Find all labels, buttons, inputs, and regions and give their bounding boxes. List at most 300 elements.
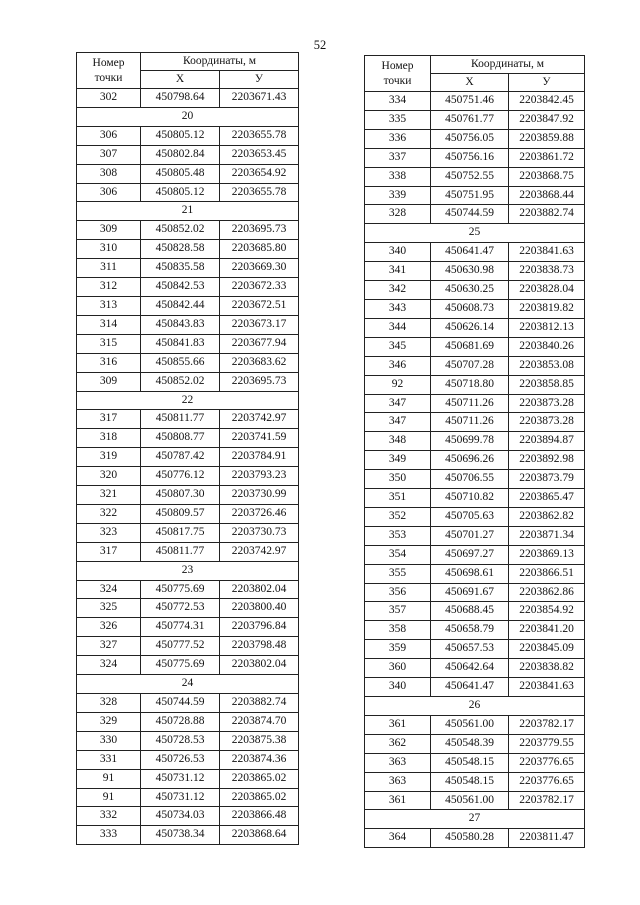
x-coordinate-cell: 450744.59 (431, 205, 509, 224)
point-number-cell: 316 (77, 353, 141, 372)
table-row (365, 678, 585, 697)
x-coordinate-cell: 450808.77 (141, 429, 220, 448)
table-row (365, 337, 585, 356)
point-number-cell: 311 (77, 259, 141, 278)
x-coordinate-cell: 450548.15 (431, 772, 509, 791)
x-coordinate-cell: 450802.84 (141, 145, 220, 164)
table-row (77, 504, 299, 523)
point-number-cell: 321 (77, 486, 141, 505)
table-row (77, 334, 299, 353)
point-number-cell: 354 (365, 545, 431, 564)
point-number-cell: 328 (365, 205, 431, 224)
table-row (77, 429, 299, 448)
point-number-cell: 337 (365, 148, 431, 167)
point-number-cell: 309 (77, 221, 141, 240)
table-body (365, 92, 585, 848)
y-coordinate-cell: 2203853.08 (509, 356, 585, 375)
point-number-cell: 353 (365, 526, 431, 545)
x-coordinate-cell: 450697.27 (431, 545, 509, 564)
y-coordinate-cell: 2203800.40 (220, 599, 299, 618)
point-number-cell: 338 (365, 167, 431, 186)
point-number-cell: 328 (77, 694, 141, 713)
x-coordinate-cell: 450775.69 (141, 656, 220, 675)
group-header-row (77, 202, 299, 221)
y-coordinate-cell: 2203874.70 (220, 712, 299, 731)
y-coordinate-cell: 2203653.45 (220, 145, 299, 164)
table-row (365, 186, 585, 205)
x-coordinate-cell: 450774.31 (141, 618, 220, 637)
x-coordinate-cell: 450701.27 (431, 526, 509, 545)
y-coordinate-cell: 2203828.04 (509, 281, 585, 300)
table-row (365, 167, 585, 186)
table-row (77, 448, 299, 467)
table-row (365, 243, 585, 262)
y-coordinate-cell: 2203673.17 (220, 315, 299, 334)
x-coordinate-cell: 450842.44 (141, 296, 220, 315)
group-number: 22 (77, 391, 299, 410)
y-coordinate-cell: 2203873.79 (509, 470, 585, 489)
point-number-cell: 306 (77, 183, 141, 202)
x-coordinate-cell: 450691.67 (431, 583, 509, 602)
x-coordinate-cell: 450699.78 (431, 432, 509, 451)
coordinates-table-left (76, 52, 299, 845)
table-row (365, 564, 585, 583)
point-number-cell: 361 (365, 791, 431, 810)
point-number-cell: 333 (77, 826, 141, 845)
y-coordinate-cell: 2203865.02 (220, 769, 299, 788)
table-row (77, 826, 299, 845)
table-row (365, 148, 585, 167)
point-number-cell: 360 (365, 659, 431, 678)
table-row (77, 731, 299, 750)
y-coordinate-cell: 2203793.23 (220, 467, 299, 486)
y-coordinate-cell: 2203862.82 (509, 507, 585, 526)
x-coordinate-cell: 450642.64 (431, 659, 509, 678)
y-coordinate-cell: 2203868.64 (220, 826, 299, 845)
point-number-cell: 317 (77, 410, 141, 429)
point-number-cell: 363 (365, 772, 431, 791)
point-number-cell: 348 (365, 432, 431, 451)
x-coordinate-cell: 450772.53 (141, 599, 220, 618)
point-number-cell: 351 (365, 489, 431, 508)
table-row (77, 240, 299, 259)
point-number-cell: 345 (365, 337, 431, 356)
table-row (77, 656, 299, 675)
x-coordinate-cell: 450580.28 (431, 829, 509, 848)
point-number-cell: 302 (77, 89, 141, 108)
y-coordinate-cell: 2203882.74 (220, 694, 299, 713)
point-number-cell: 317 (77, 542, 141, 561)
table-row (365, 791, 585, 810)
group-header-row (365, 697, 585, 716)
y-coordinate-cell: 2203672.33 (220, 278, 299, 297)
y-coordinate-cell: 2203776.65 (509, 753, 585, 772)
point-number-cell: 349 (365, 451, 431, 470)
table-row (365, 583, 585, 602)
y-coordinate-cell: 2203730.73 (220, 523, 299, 542)
table-row (365, 489, 585, 508)
y-coordinate-cell: 2203776.65 (509, 772, 585, 791)
point-number-cell: 306 (77, 126, 141, 145)
x-coordinate-cell: 450718.80 (431, 375, 509, 394)
y-coordinate-cell: 2203669.30 (220, 259, 299, 278)
y-coordinate-cell: 2203842.45 (509, 92, 585, 111)
x-coordinate-cell: 450805.12 (141, 126, 220, 145)
point-number-cell: 330 (77, 731, 141, 750)
point-number-cell: 344 (365, 318, 431, 337)
table-row (77, 353, 299, 372)
table-row (365, 470, 585, 489)
point-number-cell: 339 (365, 186, 431, 205)
y-coordinate-cell: 2203838.73 (509, 262, 585, 281)
group-number: 26 (365, 697, 585, 716)
point-number-cell: 326 (77, 618, 141, 637)
table-row (77, 694, 299, 713)
group-header-row (77, 561, 299, 580)
x-coordinate-cell: 450855.66 (141, 353, 220, 372)
group-number: 21 (77, 202, 299, 221)
point-number-cell: 340 (365, 243, 431, 262)
point-number-cell: 318 (77, 429, 141, 448)
y-coordinate-cell: 2203854.92 (509, 602, 585, 621)
table-row (365, 621, 585, 640)
point-number-cell: 308 (77, 164, 141, 183)
point-number-cell: 342 (365, 281, 431, 300)
y-coordinate-cell: 2203655.78 (220, 126, 299, 145)
point-number-cell: 327 (77, 637, 141, 656)
coordinates-header: Координаты, м (141, 53, 299, 71)
table-row (77, 807, 299, 826)
table-row (77, 126, 299, 145)
point-number-cell: 359 (365, 640, 431, 659)
point-number-cell: 364 (365, 829, 431, 848)
x-coordinate-cell: 450798.64 (141, 89, 220, 108)
point-number-cell: 309 (77, 372, 141, 391)
table-row (365, 129, 585, 148)
point-number-cell: 324 (77, 656, 141, 675)
x-coordinate-cell: 450731.12 (141, 769, 220, 788)
point-number-cell: 347 (365, 394, 431, 413)
point-number-cell: 322 (77, 504, 141, 523)
table-row (77, 580, 299, 599)
point-number-cell: 356 (365, 583, 431, 602)
y-coordinate-cell: 2203782.17 (509, 715, 585, 734)
table-row (77, 221, 299, 240)
table-row (77, 410, 299, 429)
y-coordinate-cell: 2203847.92 (509, 110, 585, 129)
x-coordinate-cell: 450608.73 (431, 299, 509, 318)
table-row (365, 413, 585, 432)
table-row (77, 315, 299, 334)
x-coordinate-cell: 450681.69 (431, 337, 509, 356)
table-row (77, 296, 299, 315)
group-number: 27 (365, 810, 585, 829)
y-coordinate-cell: 2203873.28 (509, 413, 585, 432)
table-row (77, 637, 299, 656)
x-coordinate-cell: 450842.53 (141, 278, 220, 297)
group-number: 23 (77, 561, 299, 580)
y-coordinate-cell: 2203892.98 (509, 451, 585, 470)
x-coordinate-cell: 450852.02 (141, 372, 220, 391)
y-coordinate-cell: 2203871.34 (509, 526, 585, 545)
group-header-row (77, 391, 299, 410)
x-coordinate-cell: 450776.12 (141, 467, 220, 486)
x-coordinate-cell: 450807.30 (141, 486, 220, 505)
x-coordinate-cell: 450756.16 (431, 148, 509, 167)
point-number-cell: 362 (365, 734, 431, 753)
table-row (77, 523, 299, 542)
table-row (77, 769, 299, 788)
y-coordinate-cell: 2203677.94 (220, 334, 299, 353)
table-row (77, 145, 299, 164)
table-row (77, 750, 299, 769)
table-row (77, 788, 299, 807)
y-coordinate-cell: 2203779.55 (509, 734, 585, 753)
y-coordinate-cell: 2203811.47 (509, 829, 585, 848)
y-coordinate-cell: 2203726.46 (220, 504, 299, 523)
table-row (365, 318, 585, 337)
x-coordinate-cell: 450728.88 (141, 712, 220, 731)
y-coordinate-cell: 2203875.38 (220, 731, 299, 750)
table-row (365, 299, 585, 318)
table-row (365, 375, 585, 394)
x-coordinate-cell: 450744.59 (141, 694, 220, 713)
y-coordinate-cell: 2203782.17 (509, 791, 585, 810)
table-row (77, 89, 299, 108)
y-coordinate-cell: 2203730.99 (220, 486, 299, 505)
point-number-header: Номер точки (365, 56, 431, 92)
table-row (365, 110, 585, 129)
y-coordinate-cell: 2203869.13 (509, 545, 585, 564)
x-column-header: X (141, 71, 220, 89)
y-coordinate-cell: 2203841.63 (509, 243, 585, 262)
x-coordinate-cell: 450630.25 (431, 281, 509, 300)
y-coordinate-cell: 2203741.59 (220, 429, 299, 448)
y-coordinate-cell: 2203685.80 (220, 240, 299, 259)
y-coordinate-cell: 2203671.43 (220, 89, 299, 108)
point-number-cell: 92 (365, 375, 431, 394)
page-number: 52 (313, 38, 327, 52)
x-coordinate-cell: 450805.12 (141, 183, 220, 202)
point-number-cell: 332 (77, 807, 141, 826)
x-coordinate-cell: 450561.00 (431, 791, 509, 810)
y-coordinate-cell: 2203868.44 (509, 186, 585, 205)
table-body (77, 89, 299, 845)
y-coordinate-cell: 2203845.09 (509, 640, 585, 659)
x-coordinate-cell: 450705.63 (431, 507, 509, 526)
y-coordinate-cell: 2203859.88 (509, 129, 585, 148)
y-coordinate-cell: 2203865.02 (220, 788, 299, 807)
x-coordinate-cell: 450751.46 (431, 92, 509, 111)
table-row (365, 432, 585, 451)
y-coordinate-cell: 2203655.78 (220, 183, 299, 202)
x-coordinate-cell: 450805.48 (141, 164, 220, 183)
point-number-cell: 323 (77, 523, 141, 542)
y-coordinate-cell: 2203742.97 (220, 542, 299, 561)
y-coordinate-cell: 2203784.91 (220, 448, 299, 467)
point-number-cell: 310 (77, 240, 141, 259)
x-coordinate-cell: 450710.82 (431, 489, 509, 508)
x-coordinate-cell: 450734.03 (141, 807, 220, 826)
point-number-cell: 313 (77, 296, 141, 315)
y-coordinate-cell: 2203882.74 (509, 205, 585, 224)
group-number: 20 (77, 107, 299, 126)
x-coordinate-cell: 450630.98 (431, 262, 509, 281)
group-number: 24 (77, 675, 299, 694)
point-number-cell: 314 (77, 315, 141, 334)
table-row (365, 772, 585, 791)
y-coordinate-cell: 2203874.36 (220, 750, 299, 769)
table-row (77, 599, 299, 618)
y-column-header: У (509, 74, 585, 92)
x-coordinate-cell: 450728.53 (141, 731, 220, 750)
x-coordinate-cell: 450777.52 (141, 637, 220, 656)
y-coordinate-cell: 2203742.97 (220, 410, 299, 429)
x-coordinate-cell: 450841.83 (141, 334, 220, 353)
table-row (77, 259, 299, 278)
point-number-cell: 361 (365, 715, 431, 734)
y-coordinate-cell: 2203866.51 (509, 564, 585, 583)
y-coordinate-cell: 2203672.51 (220, 296, 299, 315)
group-header-row (77, 107, 299, 126)
y-coordinate-cell: 2203866.48 (220, 807, 299, 826)
table-row (77, 372, 299, 391)
table-row (365, 526, 585, 545)
point-number-cell: 347 (365, 413, 431, 432)
y-coordinate-cell: 2203654.92 (220, 164, 299, 183)
table-row (77, 164, 299, 183)
x-coordinate-cell: 450811.77 (141, 410, 220, 429)
x-coordinate-cell: 450641.47 (431, 678, 509, 697)
y-coordinate-cell: 2203868.75 (509, 167, 585, 186)
point-number-cell: 331 (77, 750, 141, 769)
x-coordinate-cell: 450835.58 (141, 259, 220, 278)
table-row (365, 356, 585, 375)
point-number-cell: 91 (77, 769, 141, 788)
point-number-cell: 341 (365, 262, 431, 281)
table-row (365, 262, 585, 281)
x-coordinate-cell: 450698.61 (431, 564, 509, 583)
x-coordinate-cell: 450696.26 (431, 451, 509, 470)
x-coordinate-cell: 450548.15 (431, 753, 509, 772)
table-row (77, 278, 299, 297)
point-number-cell: 336 (365, 129, 431, 148)
table-row (77, 183, 299, 202)
group-number: 25 (365, 224, 585, 243)
x-coordinate-cell: 450707.28 (431, 356, 509, 375)
point-number-cell: 363 (365, 753, 431, 772)
table-row (365, 829, 585, 848)
y-coordinate-cell: 2203873.28 (509, 394, 585, 413)
point-number-cell: 320 (77, 467, 141, 486)
table-row (77, 467, 299, 486)
y-coordinate-cell: 2203812.13 (509, 318, 585, 337)
x-coordinate-cell: 450657.53 (431, 640, 509, 659)
point-number-cell: 319 (77, 448, 141, 467)
y-coordinate-cell: 2203695.73 (220, 372, 299, 391)
table-row (77, 486, 299, 505)
x-coordinate-cell: 450688.45 (431, 602, 509, 621)
y-coordinate-cell: 2203838.82 (509, 659, 585, 678)
point-number-cell: 334 (365, 92, 431, 111)
table-row (77, 712, 299, 731)
table-row (365, 602, 585, 621)
table-row (365, 659, 585, 678)
point-number-cell: 307 (77, 145, 141, 164)
x-coordinate-cell: 450641.47 (431, 243, 509, 262)
point-number-cell: 329 (77, 712, 141, 731)
table-row (365, 640, 585, 659)
point-number-cell: 91 (77, 788, 141, 807)
point-number-cell: 358 (365, 621, 431, 640)
x-coordinate-cell: 450752.55 (431, 167, 509, 186)
y-coordinate-cell: 2203841.20 (509, 621, 585, 640)
table-row (365, 92, 585, 111)
y-column-header: У (220, 71, 299, 89)
y-coordinate-cell: 2203798.48 (220, 637, 299, 656)
table-row (77, 542, 299, 561)
x-coordinate-cell: 450561.00 (431, 715, 509, 734)
point-number-cell: 352 (365, 507, 431, 526)
x-coordinate-cell: 450787.42 (141, 448, 220, 467)
x-coordinate-cell: 450817.75 (141, 523, 220, 542)
x-coordinate-cell: 450711.26 (431, 413, 509, 432)
point-number-cell: 324 (77, 580, 141, 599)
table-row (77, 618, 299, 637)
x-coordinate-cell: 450658.79 (431, 621, 509, 640)
y-coordinate-cell: 2203819.82 (509, 299, 585, 318)
table-row (365, 394, 585, 413)
x-coordinate-cell: 450809.57 (141, 504, 220, 523)
x-coordinate-cell: 450548.39 (431, 734, 509, 753)
y-coordinate-cell: 2203858.85 (509, 375, 585, 394)
x-coordinate-cell: 450706.55 (431, 470, 509, 489)
x-coordinate-cell: 450726.53 (141, 750, 220, 769)
group-header-row (77, 675, 299, 694)
point-number-cell: 357 (365, 602, 431, 621)
x-coordinate-cell: 450828.58 (141, 240, 220, 259)
point-number-cell: 340 (365, 678, 431, 697)
y-coordinate-cell: 2203840.26 (509, 337, 585, 356)
point-number-cell: 325 (77, 599, 141, 618)
x-coordinate-cell: 450756.05 (431, 129, 509, 148)
y-coordinate-cell: 2203894.87 (509, 432, 585, 451)
table-row (365, 281, 585, 300)
x-coordinate-cell: 450731.12 (141, 788, 220, 807)
table-row (365, 753, 585, 772)
point-number-cell: 335 (365, 110, 431, 129)
coordinates-header: Координаты, м (431, 56, 585, 74)
point-number-cell: 346 (365, 356, 431, 375)
y-coordinate-cell: 2203796.84 (220, 618, 299, 637)
point-number-cell: 343 (365, 299, 431, 318)
table-row (365, 507, 585, 526)
point-number-cell: 355 (365, 564, 431, 583)
y-coordinate-cell: 2203695.73 (220, 221, 299, 240)
table-row (365, 205, 585, 224)
y-coordinate-cell: 2203802.04 (220, 580, 299, 599)
table-row (365, 545, 585, 564)
y-coordinate-cell: 2203861.72 (509, 148, 585, 167)
point-number-header: Номер точки (77, 53, 141, 89)
x-coordinate-cell: 450811.77 (141, 542, 220, 561)
point-number-cell: 315 (77, 334, 141, 353)
y-coordinate-cell: 2203802.04 (220, 656, 299, 675)
x-coordinate-cell: 450751.95 (431, 186, 509, 205)
x-coordinate-cell: 450626.14 (431, 318, 509, 337)
x-coordinate-cell: 450775.69 (141, 580, 220, 599)
x-coordinate-cell: 450761.77 (431, 110, 509, 129)
